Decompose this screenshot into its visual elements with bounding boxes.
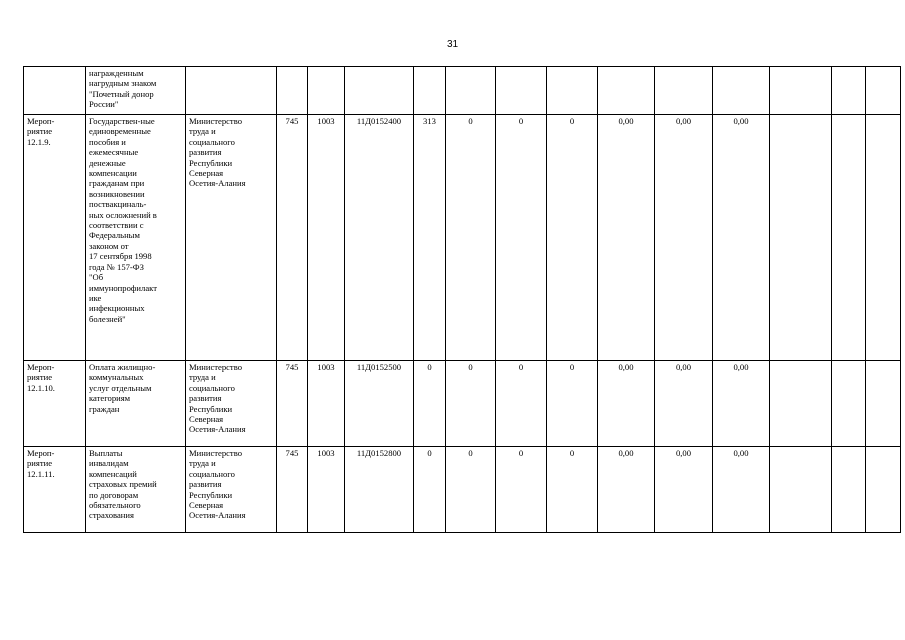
amount-cell-5 (655, 361, 713, 447)
event-name-cell-text: Выплаты инвалидам компенсаций страховых премий по договорам обязательного страхования (89, 448, 157, 521)
expense-type-cell-text: 0 (427, 362, 432, 372)
amount-cell-5 (655, 447, 713, 533)
event-cell-text: Мероп- риятие 12.1.10. (27, 362, 55, 393)
responsible-cell (186, 115, 277, 361)
section-code-cell (308, 115, 345, 361)
amount-cell-1-text: 0 (468, 448, 473, 458)
event-cell (24, 447, 86, 533)
amount-cell-5 (655, 115, 713, 361)
responsible-cell-text: Министерство труда и социального развития Республики Северная Осетия-Алания (189, 116, 246, 189)
empty-cell-2 (832, 115, 866, 361)
target-article-cell (345, 447, 414, 533)
budget-table (23, 66, 901, 533)
target-article-cell (345, 115, 414, 361)
event-cell-text: Мероп- риятие 12.1.9. (27, 116, 55, 147)
page-number: 31 (446, 39, 459, 50)
section-code-cell-text: 1003 (317, 362, 335, 372)
event-cell (24, 361, 86, 447)
expense-type-cell-text: 0 (427, 448, 432, 458)
grbs-code-cell-text: 745 (285, 448, 299, 458)
amount-cell-5 (655, 67, 713, 115)
grbs-code-cell (277, 447, 308, 533)
amount-cell-1-text: 0 (468, 116, 473, 126)
event-name-cell-text: награжденным нагрудным знаком "Почетный донор России" (89, 68, 157, 110)
empty-cell-1 (770, 115, 832, 361)
event-name-cell (86, 361, 186, 447)
amount-cell-4 (598, 447, 655, 533)
empty-cell-3 (866, 67, 901, 115)
grbs-code-cell (277, 115, 308, 361)
amount-cell-5-text: 0,00 (675, 448, 692, 458)
empty-cell-1 (770, 361, 832, 447)
amount-cell-3-text: 0 (569, 362, 575, 372)
section-code-cell-text: 1003 (317, 116, 335, 126)
amount-cell-6-text: 0,00 (733, 448, 749, 458)
expense-type-cell-text: 313 (423, 116, 436, 126)
responsible-cell-text: Министерство труда и социального развития Республики Северная Осетия-Алания (189, 362, 246, 435)
expense-type-cell (414, 115, 446, 361)
target-article-cell (345, 67, 414, 115)
amount-cell-4-text: 0,00 (618, 116, 634, 126)
event-cell (24, 67, 86, 115)
amount-cell-1 (446, 115, 496, 361)
amount-cell-1-text: 0 (468, 362, 473, 372)
section-code-cell (308, 361, 345, 447)
amount-cell-2 (496, 115, 547, 361)
amount-cell-6 (713, 67, 770, 115)
grbs-code-cell (277, 361, 308, 447)
amount-cell-4 (598, 115, 655, 361)
amount-cell-4-text: 0,00 (618, 362, 634, 372)
responsible-cell-text: Министерство труда и социального развития Республики Северная Осетия-Алания (189, 448, 246, 521)
amount-cell-6 (713, 447, 770, 533)
empty-cell-3 (866, 447, 901, 533)
responsible-cell (186, 67, 277, 115)
amount-cell-6 (713, 115, 770, 361)
amount-cell-3 (547, 67, 598, 115)
amount-cell-6 (713, 361, 770, 447)
event-cell-text: Мероп- риятие 12.1.11. (27, 448, 55, 479)
empty-cell-1 (770, 447, 832, 533)
amount-cell-2 (496, 361, 547, 447)
amount-cell-3 (547, 447, 598, 533)
responsible-cell (186, 361, 277, 447)
responsible-cell (186, 447, 277, 533)
table-row (24, 447, 901, 533)
expense-type-cell (414, 447, 446, 533)
amount-cell-6-text: 0,00 (733, 116, 749, 126)
target-article-cell (345, 361, 414, 447)
empty-cell-1 (770, 67, 832, 115)
table-row (24, 115, 901, 361)
amount-cell-4 (598, 361, 655, 447)
amount-cell-2 (496, 447, 547, 533)
target-article-cell-text: 11Д0152800 (356, 448, 402, 458)
amount-cell-3-text: 0 (569, 116, 575, 126)
section-code-cell (308, 447, 345, 533)
event-name-cell (86, 115, 186, 361)
table-row (24, 361, 901, 447)
expense-type-cell (414, 67, 446, 115)
section-code-cell-text: 1003 (317, 448, 335, 458)
amount-cell-2-text: 0 (518, 448, 524, 458)
grbs-code-cell-text: 745 (285, 116, 299, 126)
event-cell (24, 115, 86, 361)
expense-type-cell (414, 361, 446, 447)
amount-cell-3-text: 0 (569, 448, 575, 458)
amount-cell-5-text: 0,00 (675, 362, 692, 372)
amount-cell-6-text: 0,00 (733, 362, 749, 372)
target-article-cell-text: 11Д0152400 (356, 116, 402, 126)
table-row (24, 67, 901, 115)
event-name-cell-text: Государствен-ные единовременные пособия и ежемесячные денежные компенсации гражданам при возникновении поствакциналь- ных осложнений в соответствии с Федеральным законом от 17 сентября 1998 года № 157-ФЗ "Об иммунопрофилакт ике инфекционных болезней" (89, 116, 157, 324)
empty-cell-3 (866, 115, 901, 361)
empty-cell-3 (866, 361, 901, 447)
amount-cell-2-text: 0 (518, 116, 524, 126)
amount-cell-1 (446, 361, 496, 447)
event-name-cell (86, 447, 186, 533)
grbs-code-cell (277, 67, 308, 115)
amount-cell-3 (547, 115, 598, 361)
amount-cell-5-text: 0,00 (675, 116, 692, 126)
target-article-cell-text: 11Д0152500 (356, 362, 402, 372)
amount-cell-4-text: 0,00 (618, 448, 634, 458)
empty-cell-2 (832, 361, 866, 447)
amount-cell-2-text: 0 (518, 362, 524, 372)
empty-cell-2 (832, 447, 866, 533)
grbs-code-cell-text: 745 (285, 362, 299, 372)
empty-cell-2 (832, 67, 866, 115)
event-name-cell (86, 67, 186, 115)
amount-cell-2 (496, 67, 547, 115)
amount-cell-1 (446, 447, 496, 533)
section-code-cell (308, 67, 345, 115)
amount-cell-1 (446, 67, 496, 115)
event-name-cell-text: Оплата жилищно- коммунальных услуг отдельным категориям граждан (89, 362, 156, 414)
amount-cell-4 (598, 67, 655, 115)
amount-cell-3 (547, 361, 598, 447)
